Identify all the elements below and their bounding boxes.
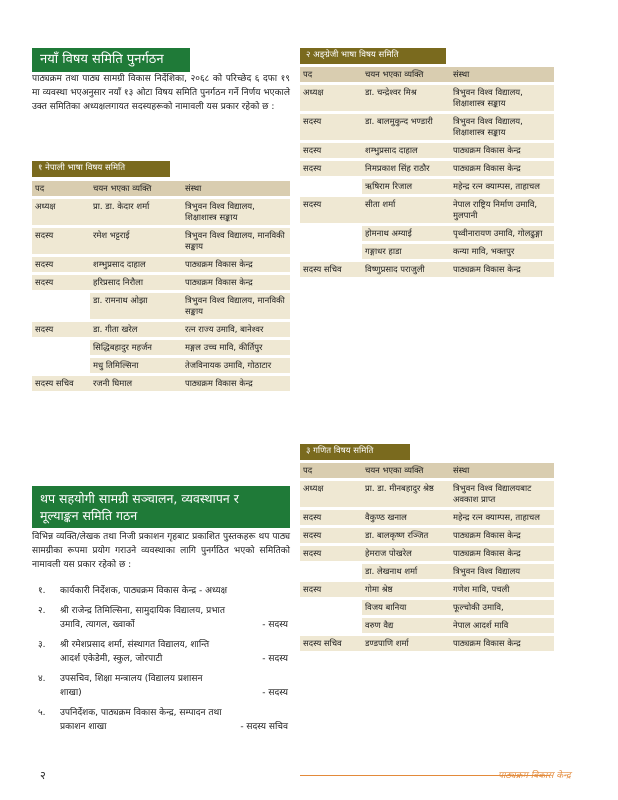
table-row (300, 114, 554, 140)
table-cell: सदस्य (300, 161, 362, 176)
table-cell: हरिप्रसाद निरौला (90, 275, 182, 290)
list-item-text: कार्यकारी निर्देशक, पाठ्यक्रम विकास केन्द्र - अध्यक्ष (60, 586, 228, 596)
table-cell (300, 179, 362, 194)
table-row (32, 358, 290, 373)
table-row (32, 322, 290, 337)
committee-member-list (38, 584, 288, 740)
list-item-text: उपनिर्देशक, पाठ्यक्रम विकास केन्द्र, सम्पादन तथा प्रकाशन शाखा (60, 708, 222, 732)
table-cell: पाठ्यक्रम विकास केन्द्र (450, 546, 554, 561)
table-row (300, 582, 554, 597)
table-cell: सदस्य (300, 143, 362, 158)
table-row (300, 226, 554, 241)
table-row (32, 293, 290, 319)
table-cell: पृथ्वीनारायण उमावि, गोलढुङ्गा (450, 226, 554, 241)
table-header-cell: संस्था (450, 463, 554, 478)
heading-new-subject-committee: नयाँ विषय समिति पुनर्गठन (32, 48, 190, 72)
heading2-line2: मूल्याङ्कन समिति गठन (40, 508, 138, 523)
table-header-cell: पद (32, 181, 90, 196)
list-item-role: - सदस्य (262, 654, 288, 664)
table-row (300, 564, 554, 579)
table-cell: अध्यक्ष (32, 199, 90, 225)
table-row (300, 510, 554, 525)
table-header-row (300, 67, 554, 82)
table-cell: त्रिभुवन विश्व विद्यालय (450, 564, 554, 579)
list-item-text: श्री रमेशप्रसाद शर्मा, संस्थागत विद्यालय, शान्ति आदर्श एकेडेमी, स्कुल, जोरपाटी (60, 640, 210, 664)
table-cell: सदस्य सचिव (32, 376, 90, 391)
table-cell: शम्भुप्रसाद दाहाल (362, 143, 450, 158)
table-header-cell: पद (300, 463, 362, 478)
table-cell: वरुण वैद्य (362, 618, 450, 633)
table-row (300, 161, 554, 176)
table-cell: सदस्य (32, 275, 90, 290)
table-cell: डा. चन्द्रेश्वर मिश्र (362, 85, 450, 111)
table-cell: सदस्य (32, 228, 90, 254)
list-item-number: १. (38, 586, 46, 596)
table-row (32, 228, 290, 254)
table-cell: मङ्गल उच्च मावि, कीर्तिपुर (182, 340, 290, 355)
table-row (300, 600, 554, 615)
table-cell: नेपाल राष्ट्रिय निर्माण उमावि, मुलपानी (450, 197, 554, 223)
table-cell: सदस्य (300, 528, 362, 543)
table-cell: वैकुण्ठ खनाल (362, 510, 450, 525)
table-cell: सिद्धिबहादुर महर्जन (90, 340, 182, 355)
table-cell: शम्भुप्रसाद दाहाल (90, 257, 182, 272)
table-cell: विजय बानिया (362, 600, 450, 615)
list-item-number: ४. (38, 674, 46, 684)
table-cell (300, 600, 362, 615)
table-row (300, 244, 554, 259)
table-cell (300, 618, 362, 633)
table-header-cell: चयन भएका व्यक्ति (90, 181, 182, 196)
table-cell: सदस्य (32, 257, 90, 272)
table-cell: पाठ्यक्रम विकास केन्द्र (450, 528, 554, 543)
table-cell: रजनी घिमाल (90, 376, 182, 391)
table-cell: पाठ्यक्रम विकास केन्द्र (182, 275, 290, 290)
list-item-number: ५. (38, 708, 46, 718)
table-cell (32, 358, 90, 373)
intro-paragraph: पाठ्यक्रम तथा पाठ्य सामग्री विकास निर्देशिका, २०६८ को परिच्छेद ६ दफा १९ मा व्यवस्था भएअनुसार नयाँ १३ ओटा विषय समिति पुनर्गठन गर्ने निर्णय भएकाले उक्त समितिका अध्यक्षलगायत सदस्यहरूको नामावली यस प्रकार रहेको छ : (32, 74, 290, 112)
table-cell: गोमा श्रेष्ठ (362, 582, 450, 597)
table-cell: कन्या मावि, भक्तपुर (450, 244, 554, 259)
table-cell: त्रिभुवन विश्व विद्यालय, शिक्षाशास्त्र सङ्काय (450, 114, 554, 140)
table-cell: डण्डपाणि शर्मा (362, 636, 450, 651)
table-row (300, 197, 554, 223)
table-cell: पाठ्यक्रम विकास केन्द्र (450, 636, 554, 651)
table-cell: विष्णुप्रसाद पराजुली (362, 262, 450, 277)
table-header-cell: संस्था (450, 67, 554, 82)
list-item (38, 672, 288, 700)
table-row (300, 481, 554, 507)
table-cell (32, 340, 90, 355)
table-cell: पाठ्यक्रम विकास केन्द्र (450, 161, 554, 176)
table-row (300, 85, 554, 111)
list-item-number: ३. (38, 640, 46, 650)
table-cell: त्रिभुवन विश्व विद्यालय, मानविकी सङ्काय (182, 293, 290, 319)
list-item-text: उपसचिव, शिक्षा मन्त्रालय (विद्यालय प्रशासन शाखा) (60, 674, 203, 698)
table-cell (32, 293, 90, 319)
table-cell: अध्यक्ष (300, 85, 362, 111)
list-item (38, 638, 288, 666)
table-cell: फूल्चोकी उमावि, (450, 600, 554, 615)
list-item (38, 706, 288, 734)
table1-title: १ नेपाली भाषा विषय समिति (32, 161, 170, 177)
table-cell: सीता शर्मा (362, 197, 450, 223)
heading2-line1: थप सहयोगी सामग्री सञ्चालन, व्यवस्थापन र (40, 491, 239, 506)
list-item (38, 584, 288, 598)
table-cell: निमप्रकाश सिंह राठौर (362, 161, 450, 176)
table-cell: रत्न राज्य उमावि, बानेश्वर (182, 322, 290, 337)
table-cell: त्रिभुवन विश्व विद्यालय, शिक्षाशास्त्र सङ्काय (182, 199, 290, 225)
table-row (300, 262, 554, 277)
table-row (300, 636, 554, 651)
math-committee-table (300, 460, 554, 654)
table-cell: डा. बालकृष्ण रञ्जित (362, 528, 450, 543)
table-cell: सदस्य (300, 510, 362, 525)
table-cell: डा. बालमुकुन्द भण्डारी (362, 114, 450, 140)
table-header-cell: पद (300, 67, 362, 82)
table-cell (300, 564, 362, 579)
table-cell: नेपाल आदर्श मावि (450, 618, 554, 633)
table-cell: त्रिभुवन विश्व विद्यालयबाट अवकाश प्राप्त (450, 481, 554, 507)
table-cell: पाठ्यक्रम विकास केन्द्र (450, 143, 554, 158)
table-cell: गणेश मावि, पचली (450, 582, 554, 597)
table-cell (300, 244, 362, 259)
table-cell: डा. गीता खरेल (90, 322, 182, 337)
table-cell: गङ्गाधर हाडा (362, 244, 450, 259)
table-cell: सदस्य (300, 582, 362, 597)
table-cell: महेन्द्र रत्न क्याम्पस, ताहाचल (450, 179, 554, 194)
table-row (300, 179, 554, 194)
table-cell: हेमराज पोखरेल (362, 546, 450, 561)
table-row (300, 143, 554, 158)
heading-support-material-committee (32, 486, 290, 528)
list-item-role: - सदस्य सचिव (240, 722, 288, 732)
table-row (32, 257, 290, 272)
table-cell: प्रा. डा. मीनबहादुर श्रेष्ठ (362, 481, 450, 507)
table-cell: सदस्य (300, 546, 362, 561)
table-row (32, 275, 290, 290)
list-item-number: २. (38, 606, 46, 616)
table-header-row (300, 463, 554, 478)
table-cell: सदस्य (32, 322, 90, 337)
english-committee-table (300, 64, 554, 280)
table-row (300, 546, 554, 561)
table-cell: डा. लेखनाथ शर्मा (362, 564, 450, 579)
list-item-role: - सदस्य (262, 688, 288, 698)
table-cell: सदस्य (300, 197, 362, 223)
table-cell: पाठ्यक्रम विकास केन्द्र (450, 262, 554, 277)
table-row (32, 340, 290, 355)
table-cell: रमेश भट्टराई (90, 228, 182, 254)
table-cell: त्रिभुवन विश्व विद्यालय, मानविकी सङ्काय (182, 228, 290, 254)
table-cell: महेन्द्र रत्न क्याम्पस, ताहाचल (450, 510, 554, 525)
table-cell: प्रा. डा. केदार शर्मा (90, 199, 182, 225)
nepali-committee-table (32, 178, 290, 394)
table-cell: पाठ्यक्रम विकास केन्द्र (182, 257, 290, 272)
list-item-role: - सदस्य (262, 620, 288, 630)
table-cell: पाठ्यक्रम विकास केन्द्र (182, 376, 290, 391)
table-cell: डा. रामनाथ ओझा (90, 293, 182, 319)
list-item-text: श्री राजेन्द्र तिमिल्सिना, सामुदायिक विद्यालय, प्रभात उमावि, त्यागल, ख्वार्को (60, 606, 225, 630)
table2-title: २ अङ्ग्रेजी भाषा विषय समिति (300, 48, 446, 64)
table-cell: तेजविनायक उमावि, गोठाटार (182, 358, 290, 373)
table-cell (300, 226, 362, 241)
table3-title: ३ गणित विषय समिति (300, 444, 410, 460)
table-cell: सदस्य (300, 114, 362, 140)
table-row (32, 376, 290, 391)
table-header-cell: चयन भएका व्यक्ति (362, 463, 450, 478)
table-cell: त्रिभुवन विश्व विद्यालय, शिक्षाशास्त्र सङ्काय (450, 85, 554, 111)
footer-brand: पाठ्यक्रम विकास केन्द्र (498, 771, 571, 781)
intro2-paragraph: विभिन्न व्यक्ति/लेखक तथा निजी प्रकाशन गृहबाट प्रकाशित पुस्तकहरू थप पाठ्य सामग्रीका रूपमा प्रयोग गराउने व्यवस्थाका लागि पुनर्गठित भएको समितिको नामावली यस प्रकार रहेको छ : (32, 532, 290, 570)
table-cell: होमनाथ अम्याई (362, 226, 450, 241)
table-cell: सदस्य सचिव (300, 636, 362, 651)
table-header-row (32, 181, 290, 196)
table-row (300, 528, 554, 543)
table-row (32, 199, 290, 225)
list-item (38, 604, 288, 632)
table-header-cell: संस्था (182, 181, 290, 196)
table-cell: सदस्य सचिव (300, 262, 362, 277)
table-row (300, 618, 554, 633)
page-number: २ (40, 769, 46, 782)
table-cell: अध्यक्ष (300, 481, 362, 507)
table-header-cell: चयन भएका व्यक्ति (362, 67, 450, 82)
table-cell: ऋषिराम रिजाल (362, 179, 450, 194)
table-cell: मधु तिमिल्सिना (90, 358, 182, 373)
